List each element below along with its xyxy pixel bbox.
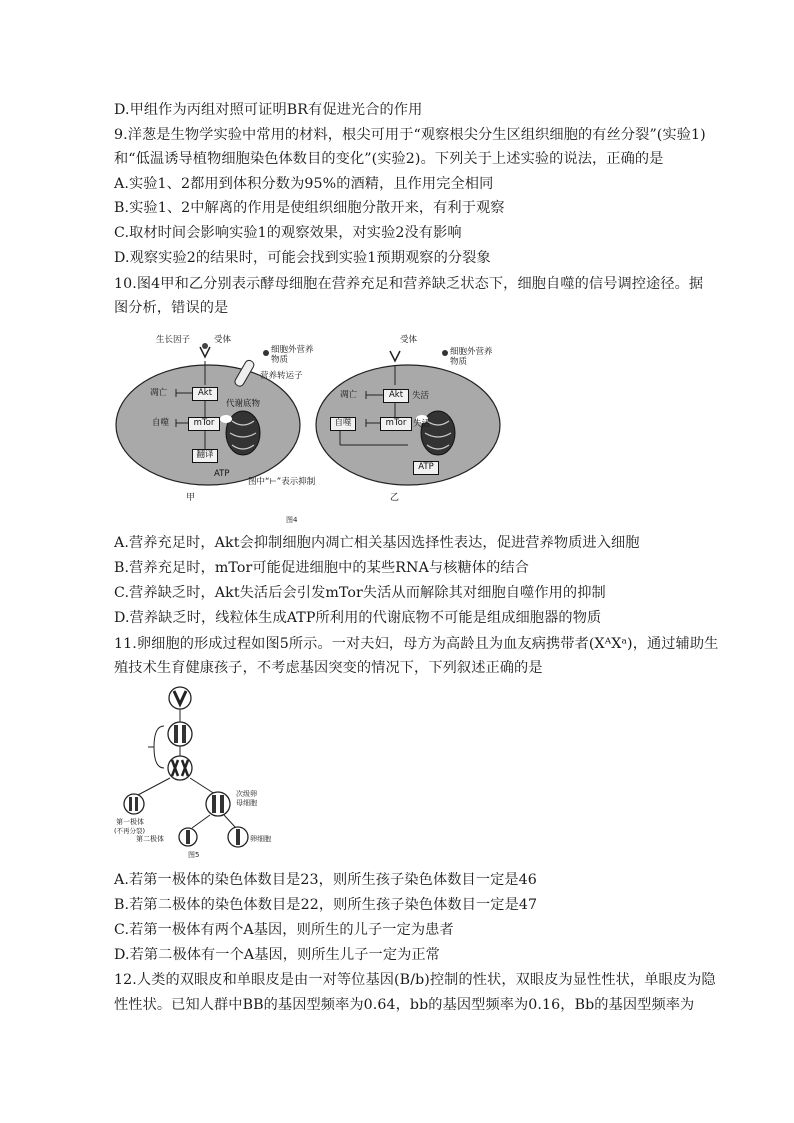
text-line: 图分析，错误的是 <box>114 300 229 316</box>
transporter-label: 营养转运子 <box>260 371 303 381</box>
text-line: B.营养充足时，mTor可能促进细胞中的某些RNA与核糖体的结合 <box>114 560 529 576</box>
text-line: D.若第二极体有一个A基因，则所生儿子一定为正常 <box>114 947 440 963</box>
autophagy-label: 自噬 <box>152 418 170 428</box>
text-line: C.营养缺乏时，Akt失活后会引发mTor失活从而解除其对细胞自噬作用的抑制 <box>114 585 606 601</box>
text-line: D.观察实验2的结果时，可能会找到实验1预期观察的分裂象 <box>114 250 491 266</box>
apoptosis-label: 凋亡 <box>150 388 168 398</box>
figure-4-caption: 图4 <box>286 516 298 524</box>
cell-yi-label: 乙 <box>390 493 400 503</box>
text-line: 殖技术生育健康孩子，不考虑基因突变的情况下，下列叙述正确的是 <box>114 660 543 676</box>
growth-factor-label: 生长因子 <box>156 335 191 345</box>
text-line: C.取材时间会影响实验1的观察效果，对实验2没有影响 <box>114 225 462 241</box>
text-line: A.营养充足时，Akt会抑制细胞内凋亡相关基因选择性表达，促进营养物质进入细胞 <box>114 535 640 551</box>
atp-label: ATP <box>214 469 230 479</box>
metabolic-substrate-label: 代谢底物 <box>226 399 261 409</box>
text-line: D.营养缺乏时，线粒体生成ATP所利用的代谢底物不可能是组成细胞器的物质 <box>114 610 602 626</box>
text-line: A.若第一极体的染色体数目是23，则所生孩子染色体数目一定是46 <box>114 872 537 888</box>
text-line: D.甲组作为丙组对照可证明BR有促进光合的作用 <box>114 102 423 118</box>
akt-box: Akt <box>192 387 218 401</box>
text-line: 12.人类的双眼皮和单眼皮是由一对等位基因(B/b)控制的性状，双眼皮为显性性状，单眼皮为隐 <box>114 972 716 988</box>
figure-4 <box>108 325 508 530</box>
first-polar-body-label: 第一极体 <box>116 818 144 826</box>
text-line: C.若第一极体有两个A基因，则所生的儿子一定为患者 <box>114 922 454 938</box>
figure-5 <box>112 682 292 862</box>
figure-5-caption: 图5 <box>188 851 200 859</box>
inactive-label: 失活 <box>413 419 431 429</box>
text-line: 性性状。已知人群中BB的基因型频率为0.64，bb的基因型频率为0.16，Bb的基因型频率为 <box>114 997 695 1013</box>
text-line: 9.洋葱是生物学实验中常用的材料，根尖可用于“观察根尖分生区组织细胞的有丝分裂”(实验1) <box>114 127 706 143</box>
text-line: B.实验1、2中解离的作用是使组织细胞分散开来，有利于观察 <box>114 200 505 216</box>
text-line: 10.图4甲和乙分别表示酵母细胞在营养充足和营养缺乏状态下，细胞自噬的信号调控途径。据 <box>114 276 704 292</box>
secondary-oocyte-label: 次级卵母细胞 <box>236 790 257 807</box>
mtor-box: mTor <box>188 417 220 431</box>
receptor-label: 受体 <box>400 335 418 345</box>
outside-nutrient-label: 细胞外营养物质 <box>450 347 493 367</box>
translation-box: 翻译 <box>192 449 218 463</box>
inactive-label: 失活 <box>412 391 430 401</box>
akt-box: Akt <box>383 389 409 403</box>
legend-label: 图中“⊢”表示抑制 <box>248 477 316 487</box>
second-polar-body-label: 第二极体 <box>136 835 164 843</box>
text-line: B.若第二极体的染色体数目是22，则所生孩子染色体数目一定是47 <box>114 897 538 913</box>
egg-label: 卵细胞 <box>250 835 271 843</box>
cell-jia-label: 甲 <box>186 493 196 503</box>
autophagy-box: 自噬 <box>330 417 356 431</box>
apoptosis-label: 凋亡 <box>340 390 358 400</box>
mtor-box: mTor <box>380 417 412 431</box>
atp-box: ATP <box>413 461 439 475</box>
text-line: A.实验1、2都用到体积分数为95%的酒精，且作用完全相同 <box>114 176 494 192</box>
receptor-label: 受体 <box>214 335 232 345</box>
text-line: 11.卵细胞的形成过程如图5所示。一对夫妇，母方为高龄且为血友病携带者(XᴬXᵃ)，通过辅助生 <box>114 636 719 652</box>
text-line: 和“低温诱导植物细胞染色体数目的变化”(实验2)。下列关于上述实验的说法，正确的是 <box>114 151 664 167</box>
first-polar-note: (不再分裂) <box>114 827 146 835</box>
outside-nutrient-label: 细胞外营养物质 <box>271 345 314 365</box>
